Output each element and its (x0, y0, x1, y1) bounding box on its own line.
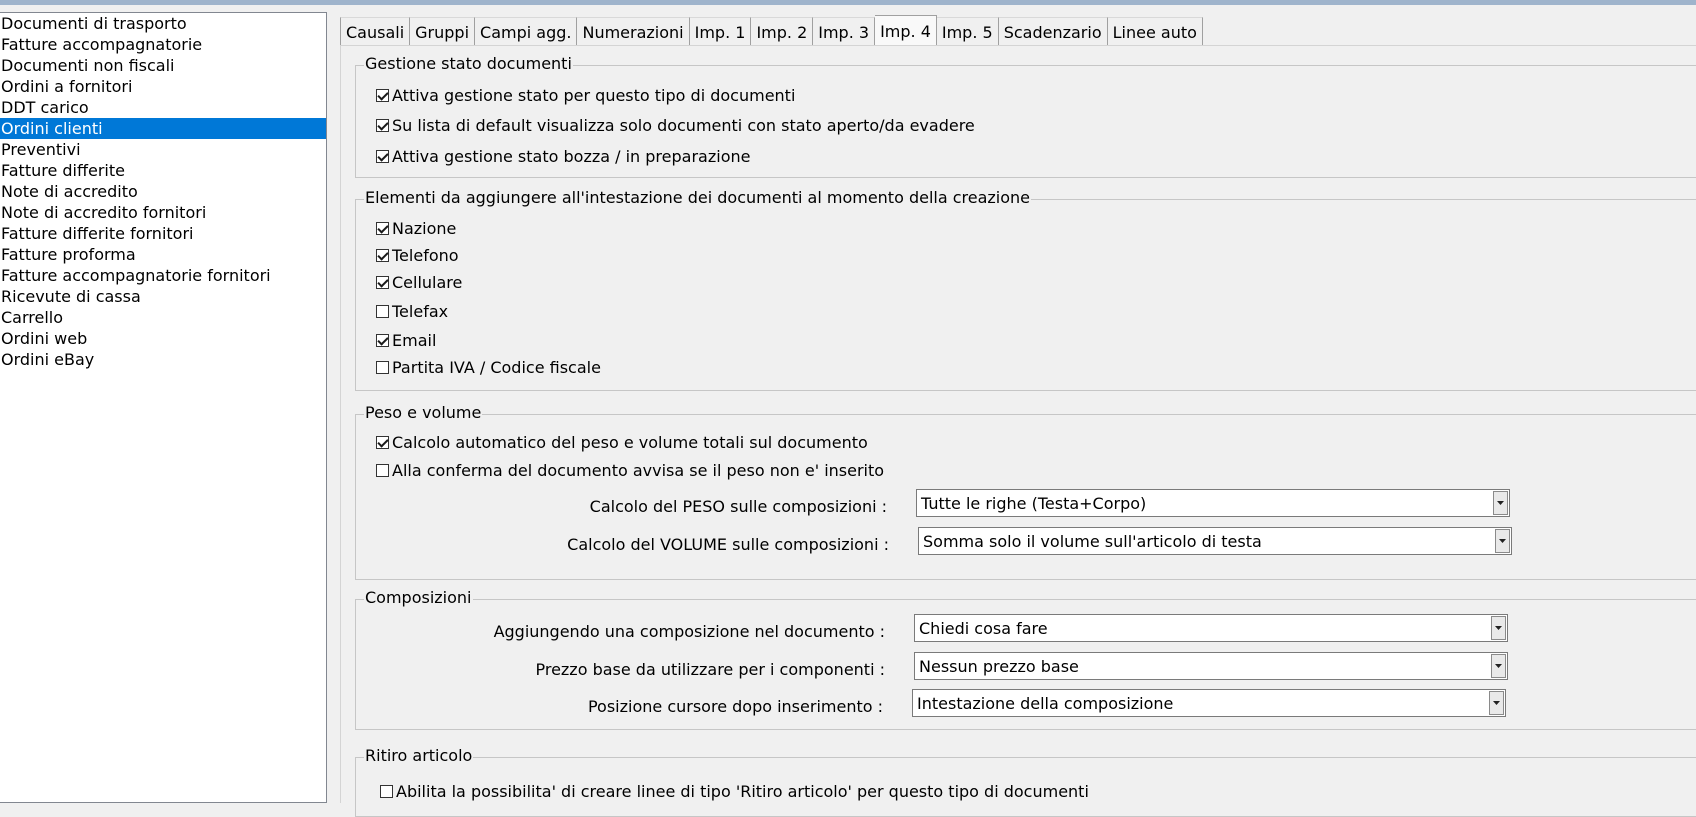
checkbox-label: Su lista di default visualizza solo documenti con stato aperto/da evadere (392, 116, 975, 135)
checkbox-partita-iva[interactable] (376, 358, 601, 377)
aggiungendo-label: Aggiungendo una composizione nel documento : (493, 622, 885, 641)
group-intestazione (355, 188, 1696, 391)
tab-scadenzario[interactable]: Scadenzario (999, 17, 1108, 46)
tab-imp-4[interactable]: Imp. 4 (875, 15, 937, 46)
group-title: Peso e volume (365, 403, 482, 422)
checkbox-label: Attiva gestione stato bozza / in preparazione (392, 147, 751, 166)
dropdown-arrow-icon[interactable] (1495, 529, 1510, 553)
tab-imp-1[interactable]: Imp. 1 (690, 17, 752, 46)
checkbox-label: Alla conferma del documento avvisa se il peso non e' inserito (392, 461, 885, 480)
tab-imp-3[interactable]: Imp. 3 (813, 17, 875, 46)
document-list-item[interactable]: Fatture proforma (1, 245, 136, 264)
group-ritiro-articolo (355, 746, 1696, 817)
document-type-list[interactable] (0, 12, 327, 803)
checkbox-label: Telefax (392, 302, 449, 321)
tab-numerazioni[interactable]: Numerazioni (577, 17, 689, 46)
group-title: Gestione stato documenti (365, 54, 572, 73)
aggiungendo-select[interactable] (914, 614, 1508, 642)
checkbox[interactable] (376, 436, 389, 449)
group-peso-volume (355, 403, 1696, 580)
document-list-item[interactable]: Carrello (1, 308, 64, 327)
select-value: Tutte le righe (Testa+Corpo) (921, 493, 1147, 513)
checkbox-label: Abilita la possibilita' di creare linee di tipo 'Ritiro articolo' per questo tipo di documenti (396, 782, 1089, 801)
checkbox-nazione[interactable] (376, 219, 456, 238)
checkbox-label: Cellulare (392, 273, 463, 292)
tab-causali[interactable]: Causali (340, 17, 410, 46)
dropdown-arrow-icon[interactable] (1489, 691, 1504, 715)
tab-linee-auto[interactable]: Linee auto (1108, 17, 1203, 46)
document-list-item[interactable]: Fatture differite (1, 161, 125, 180)
posizione-cursore-select[interactable] (912, 689, 1506, 717)
checkbox[interactable] (376, 119, 389, 132)
checkbox[interactable] (376, 222, 389, 235)
group-title: Elementi da aggiungere all'intestazione dei documenti al momento della creazione (365, 188, 1031, 207)
select-value: Somma solo il volume sull'articolo di testa (923, 531, 1262, 551)
document-list-item[interactable]: Ordini eBay (1, 350, 95, 369)
select-value: Chiedi cosa fare (919, 618, 1048, 638)
group-composizioni (355, 588, 1696, 730)
checkbox[interactable] (376, 276, 389, 289)
group-gestione-stato (355, 54, 1696, 178)
document-list-item[interactable]: Ricevute di cassa (1, 287, 141, 306)
window-top-border (0, 0, 1696, 5)
checkbox[interactable] (376, 249, 389, 262)
select-value: Intestazione della composizione (917, 693, 1174, 713)
prezzo-base-label: Prezzo base da utilizzare per i componenti : (535, 660, 885, 679)
document-list-item[interactable]: Preventivi (1, 140, 81, 159)
group-title: Ritiro articolo (365, 746, 473, 765)
document-list-item[interactable]: Fatture accompagnatorie fornitori (1, 266, 271, 285)
document-list-item[interactable]: Ordini web (1, 329, 88, 348)
checkbox-label: Calcolo automatico del peso e volume totali sul documento (392, 433, 868, 452)
tab-content-imp4 (340, 45, 1696, 803)
checkbox-telefax[interactable] (376, 302, 448, 321)
checkbox-row[interactable] (376, 86, 795, 105)
checkbox[interactable] (376, 89, 389, 102)
group-title: Composizioni (365, 588, 472, 607)
peso-calc-select[interactable] (916, 489, 1510, 517)
checkbox[interactable] (380, 785, 393, 798)
checkbox-email[interactable] (376, 331, 436, 350)
checkbox[interactable] (376, 361, 389, 374)
checkbox-label: Attiva gestione stato per questo tipo di documenti (392, 86, 796, 105)
checkbox-row[interactable] (376, 147, 750, 166)
checkbox-row[interactable] (380, 782, 1089, 801)
document-list-item[interactable]: Ordini clienti (0, 118, 326, 139)
checkbox-telefono[interactable] (376, 246, 459, 265)
checkbox[interactable] (376, 464, 389, 477)
document-list-item[interactable]: Fatture differite fornitori (1, 224, 194, 243)
checkbox-label: Partita IVA / Codice fiscale (392, 358, 601, 377)
document-list-item[interactable]: Note di accredito fornitori (1, 203, 207, 222)
dropdown-arrow-icon[interactable] (1491, 616, 1506, 640)
document-list-item[interactable]: Documenti di trasporto (1, 14, 187, 33)
tab-imp-2[interactable]: Imp. 2 (751, 17, 813, 46)
posizione-cursore-label: Posizione cursore dopo inserimento : (587, 697, 883, 716)
dropdown-arrow-icon[interactable] (1491, 654, 1506, 678)
checkbox-row[interactable] (376, 116, 975, 135)
document-list-item[interactable]: Note di accredito (1, 182, 138, 201)
tab-imp-5[interactable]: Imp. 5 (937, 17, 999, 46)
checkbox[interactable] (376, 150, 389, 163)
tab-gruppi[interactable]: Gruppi (410, 17, 475, 46)
checkbox-row[interactable] (376, 461, 884, 480)
document-list-item[interactable]: Fatture accompagnatorie (1, 35, 203, 54)
checkbox-cellulare[interactable] (376, 273, 462, 292)
tab-campi-agg[interactable]: Campi agg. (475, 17, 577, 46)
select-value: Nessun prezzo base (919, 656, 1079, 676)
document-list-item[interactable]: DDT carico (1, 98, 89, 117)
volume-calc-label: Calcolo del VOLUME sulle composizioni : (567, 535, 889, 554)
checkbox-row[interactable] (376, 433, 868, 452)
checkbox-label: Nazione (392, 219, 457, 238)
checkbox-label: Telefono (392, 246, 459, 265)
settings-tabs (340, 15, 1203, 46)
document-list-item[interactable]: Documenti non fiscali (1, 56, 175, 75)
document-list-item[interactable]: Ordini a fornitori (1, 77, 133, 96)
checkbox[interactable] (376, 305, 389, 318)
checkbox-label: Email (392, 331, 437, 350)
volume-calc-select[interactable] (918, 527, 1512, 555)
prezzo-base-select[interactable] (914, 652, 1508, 680)
peso-calc-label: Calcolo del PESO sulle composizioni : (589, 497, 887, 516)
dropdown-arrow-icon[interactable] (1493, 491, 1508, 515)
checkbox[interactable] (376, 334, 389, 347)
